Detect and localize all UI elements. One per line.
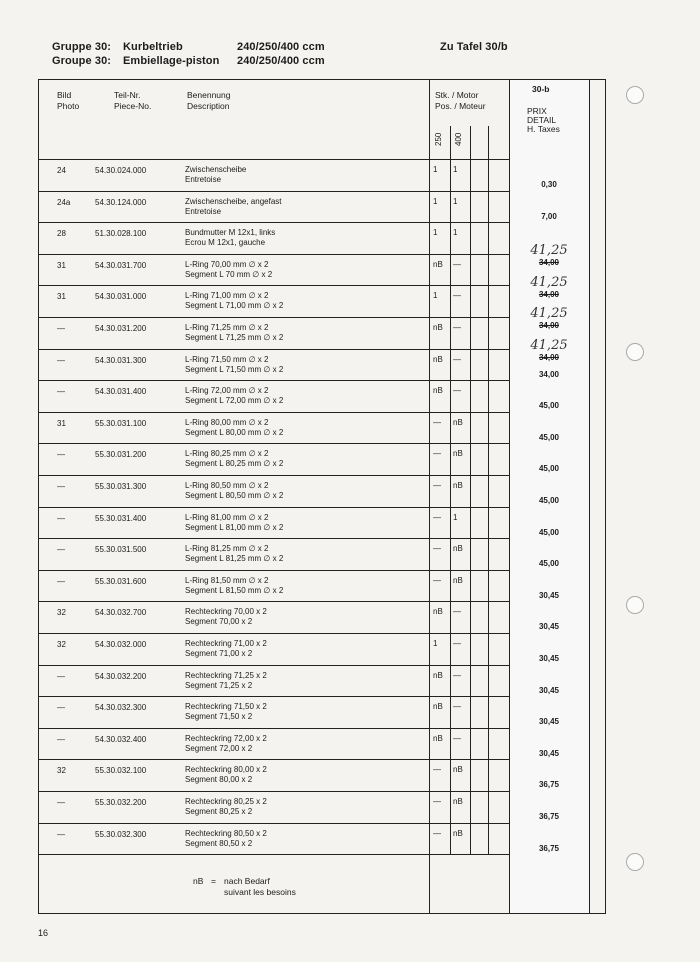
row-qty-250: nB xyxy=(433,386,443,396)
row-qty-250: — xyxy=(433,449,441,459)
row-bild: — xyxy=(57,576,65,586)
row-rule xyxy=(38,854,509,855)
row-part-number: 51.30.028.100 xyxy=(95,229,147,239)
row-qty-400: nB xyxy=(453,828,463,838)
row-bild: — xyxy=(57,450,65,460)
col-piece: Piece-No. xyxy=(114,101,152,111)
row-desc-fr: Segment 71,50 x 2 xyxy=(185,712,253,722)
row-qty-400: — xyxy=(453,354,461,364)
legend-abbr: nB xyxy=(193,876,204,886)
col-divider-right xyxy=(589,79,590,914)
row-qty-400: nB xyxy=(453,449,463,459)
row-price-struck: 34,00 xyxy=(538,353,560,362)
legend-eq: = xyxy=(211,876,216,886)
binder-hole-lower xyxy=(626,596,644,614)
row-desc-de: Zwischenscheibe xyxy=(185,165,247,174)
col-stk: Stk. / Motor xyxy=(435,90,479,100)
col-pos: Pos. / Moteur xyxy=(435,101,486,111)
row-part-number: 55.30.031.300 xyxy=(95,482,147,491)
row-desc-de: L-Ring 80,25 mm ∅ x 2 xyxy=(185,449,269,459)
row-price-struck: 34,00 xyxy=(538,321,560,331)
row-handwritten-price: 41,25 xyxy=(530,243,568,259)
row-desc-fr: Segment 71,25 x 2 xyxy=(185,680,253,690)
row-rule xyxy=(38,570,509,571)
row-desc-de: Rechteckring 71,00 x 2 xyxy=(185,639,267,648)
row-desc-de: L-Ring 80,50 mm ∅ x 2 xyxy=(185,481,269,490)
col-250: 250 xyxy=(434,132,443,146)
row-desc-fr: Segment 71,00 x 2 xyxy=(185,649,253,658)
row-part-number: 55.30.031.200 xyxy=(95,450,147,460)
row-price: 36,75 xyxy=(538,843,560,853)
row-qty-250: nB xyxy=(433,670,443,680)
row-qty-400: 1 xyxy=(453,512,458,522)
row-rule xyxy=(38,665,509,666)
row-part-number: 54.30.031.400 xyxy=(95,387,147,397)
row-desc-fr: Entretoise xyxy=(185,206,222,216)
row-desc-fr: Segment L 81,25 mm ∅ x 2 xyxy=(185,554,284,564)
row-qty-400: — xyxy=(453,291,461,301)
row-part-number: 55.30.031.600 xyxy=(95,576,147,586)
row-price: 45,00 xyxy=(538,464,560,474)
row-desc-de: L-Ring 72,00 mm ∅ x 2 xyxy=(185,386,269,396)
row-qty-400: 1 xyxy=(453,228,458,238)
row-rule xyxy=(38,823,509,824)
row-bild: — xyxy=(57,829,65,839)
page-number: 16 xyxy=(38,928,49,938)
row-price: 45,00 xyxy=(538,527,560,537)
row-price: 30,45 xyxy=(538,748,560,758)
row-part-number: 54.30.032.000 xyxy=(95,640,147,649)
row-qty-400: nB xyxy=(453,481,463,490)
row-qty-250: nB xyxy=(433,323,443,332)
row-desc-de: Rechteckring 71,25 x 2 xyxy=(185,670,267,680)
row-desc-de: L-Ring 71,25 mm ∅ x 2 xyxy=(185,323,269,332)
row-desc-de: Rechteckring 80,25 x 2 xyxy=(185,797,267,806)
row-part-number: 55.30.032.100 xyxy=(95,766,147,776)
row-bild: 28 xyxy=(57,229,66,239)
row-price-struck: 34,00 xyxy=(538,289,560,299)
row-qty-400: — xyxy=(453,386,461,396)
row-qty-250: nB xyxy=(433,607,443,617)
row-qty-400: nB xyxy=(453,575,463,585)
binder-hole-middle xyxy=(626,343,644,361)
col-benennung: Benennung xyxy=(187,90,231,100)
row-rule xyxy=(38,759,509,760)
row-part-number: 54.30.124.000 xyxy=(95,197,147,207)
row-rule xyxy=(38,443,509,444)
row-qty-250: — xyxy=(433,544,441,554)
row-rule xyxy=(38,285,509,286)
row-price: 45,00 xyxy=(538,496,560,505)
row-rule xyxy=(38,728,509,729)
row-desc-de: L-Ring 71,50 mm ∅ x 2 xyxy=(185,354,269,364)
row-price: 30,45 xyxy=(538,685,560,695)
row-qty-400: nB xyxy=(453,765,463,775)
row-qty-250: — xyxy=(433,797,441,806)
row-qty-400: — xyxy=(453,733,461,743)
row-desc-de: Bundmutter M 12x1, links xyxy=(185,228,276,238)
row-bild: — xyxy=(57,513,65,523)
row-desc-fr: Segment L 71,50 mm ∅ x 2 xyxy=(185,364,284,374)
group-title-de: Kurbeltrieb xyxy=(123,41,183,53)
col-400: 400 xyxy=(454,132,463,146)
row-part-number: 55.30.031.400 xyxy=(95,513,147,523)
row-price: 7,00 xyxy=(541,211,557,221)
row-desc-de: L-Ring 70,00 mm ∅ x 2 xyxy=(185,259,269,269)
row-desc-de: Zwischenscheibe, angefast xyxy=(185,196,282,206)
row-qty-400: — xyxy=(453,702,461,712)
row-bild: — xyxy=(57,545,65,555)
row-desc-fr: Segment L 80,50 mm ∅ x 2 xyxy=(185,491,284,500)
row-part-number: 54.30.032.400 xyxy=(95,734,147,744)
row-desc-fr: Segment 80,00 x 2 xyxy=(185,775,253,785)
col-teil: Teil-Nr. xyxy=(114,90,141,100)
row-desc-fr: Segment L 80,25 mm ∅ x 2 xyxy=(185,459,284,469)
row-bild: 31 xyxy=(57,292,66,302)
row-qty-250: 1 xyxy=(433,196,438,206)
row-desc-de: Rechteckring 80,00 x 2 xyxy=(185,765,267,775)
row-desc-fr: Segment 80,50 x 2 xyxy=(185,838,253,848)
row-qty-250: nB xyxy=(433,354,443,364)
row-bild: 31 xyxy=(57,418,66,428)
row-qty-250: 1 xyxy=(433,165,438,174)
row-desc-de: L-Ring 80,00 mm ∅ x 2 xyxy=(185,417,269,427)
row-rule xyxy=(38,412,509,413)
col-photo: Photo xyxy=(57,101,80,111)
col-taxes: H. Taxes xyxy=(527,124,560,134)
row-bild: 32 xyxy=(57,766,66,776)
row-desc-fr: Segment L 72,00 mm ∅ x 2 xyxy=(185,396,284,406)
ccm-fr: 240/250/400 ccm xyxy=(237,55,325,67)
row-rule xyxy=(38,538,509,539)
row-qty-400: nB xyxy=(453,797,463,806)
binder-hole-bottom xyxy=(626,853,644,871)
row-qty-250: 1 xyxy=(433,291,438,301)
row-part-number: 55.30.032.300 xyxy=(95,829,147,839)
row-qty-400: — xyxy=(453,323,461,332)
row-price-struck: 34,00 xyxy=(538,258,560,268)
legend-de: nach Bedarf xyxy=(224,876,270,886)
row-desc-fr: Segment 70,00 x 2 xyxy=(185,617,253,627)
row-qty-250: nB xyxy=(433,259,443,269)
col-divider-250 xyxy=(450,126,451,855)
row-desc-de: L-Ring 81,50 mm ∅ x 2 xyxy=(185,575,269,585)
row-rule xyxy=(38,222,509,223)
row-bild: — xyxy=(57,482,65,491)
row-desc-de: L-Ring 81,00 mm ∅ x 2 xyxy=(185,512,269,522)
row-qty-400: nB xyxy=(453,417,463,427)
row-qty-250: 1 xyxy=(433,639,438,648)
col-prix: PRIX xyxy=(527,106,547,116)
row-rule xyxy=(38,601,509,602)
row-bild: — xyxy=(57,324,65,333)
row-qty-250: 1 xyxy=(433,228,438,238)
row-rule xyxy=(38,791,509,792)
col-detail: DETAIL xyxy=(527,115,557,125)
header-bottom-rule xyxy=(38,159,509,160)
row-qty-250: nB xyxy=(433,702,443,712)
col-divider-price xyxy=(509,79,510,914)
row-part-number: 54.30.031.700 xyxy=(95,260,147,270)
row-desc-fr: Segment 80,25 x 2 xyxy=(185,807,253,816)
row-qty-250: — xyxy=(433,512,441,522)
row-rule xyxy=(38,475,509,476)
row-price: 30,45 xyxy=(538,717,560,727)
row-bild: — xyxy=(57,671,65,681)
row-rule xyxy=(38,507,509,508)
row-qty-250: — xyxy=(433,765,441,775)
row-qty-250: — xyxy=(433,481,441,490)
row-handwritten-price: 41,25 xyxy=(530,274,568,290)
row-qty-250: nB xyxy=(433,733,443,743)
row-price: 45,00 xyxy=(538,401,560,411)
row-qty-400: — xyxy=(453,639,461,648)
row-part-number: 55.30.031.100 xyxy=(95,418,147,428)
col-description: Description xyxy=(187,101,230,111)
row-bild: 24a xyxy=(57,197,71,207)
row-qty-400: 1 xyxy=(453,196,458,206)
row-desc-de: L-Ring 81,25 mm ∅ x 2 xyxy=(185,544,269,554)
row-part-number: 54.30.032.200 xyxy=(95,671,147,681)
plate-ref: Zu Tafel 30/b xyxy=(440,41,508,53)
binder-hole-top xyxy=(626,86,644,104)
row-price: 30,45 xyxy=(538,590,560,600)
row-qty-400: 1 xyxy=(453,165,458,174)
group-label-de: Gruppe 30: xyxy=(52,41,112,53)
row-desc-fr: Segment 72,00 x 2 xyxy=(185,743,253,753)
row-rule xyxy=(38,696,509,697)
row-bild: — xyxy=(57,355,65,365)
row-desc-de: L-Ring 71,00 mm ∅ x 2 xyxy=(185,291,269,301)
row-bild: 31 xyxy=(57,260,66,270)
row-bild: 32 xyxy=(57,640,66,649)
col-tafel: 30-b xyxy=(532,84,550,94)
row-bild: — xyxy=(57,734,65,744)
row-desc-fr: Segment L 80,00 mm ∅ x 2 xyxy=(185,427,284,437)
row-part-number: 54.30.031.300 xyxy=(95,355,147,365)
row-qty-400: — xyxy=(453,670,461,680)
row-part-number: 55.30.032.200 xyxy=(95,798,147,807)
col-divider-qty xyxy=(429,79,430,914)
row-qty-400: nB xyxy=(453,544,463,554)
row-price: 36,75 xyxy=(538,812,560,821)
row-bild: — xyxy=(57,703,65,713)
row-bild: — xyxy=(57,387,65,397)
row-desc-de: Rechteckring 72,00 x 2 xyxy=(185,733,267,743)
row-qty-250: — xyxy=(433,417,441,427)
row-price: 36,75 xyxy=(538,780,560,790)
row-bild: 32 xyxy=(57,608,66,618)
row-price: 30,45 xyxy=(538,622,560,632)
row-rule xyxy=(38,254,509,255)
ccm-de: 240/250/400 ccm xyxy=(237,41,325,53)
row-handwritten-price: 41,25 xyxy=(530,306,568,322)
group-label-fr: Groupe 30: xyxy=(52,55,112,67)
row-rule xyxy=(38,191,509,192)
row-price: 45,00 xyxy=(538,432,560,442)
row-desc-fr: Segment L 81,50 mm ∅ x 2 xyxy=(185,585,284,595)
row-desc-fr: Segment L 71,25 mm ∅ x 2 xyxy=(185,333,284,342)
row-rule xyxy=(38,380,509,381)
row-desc-de: Rechteckring 80,50 x 2 xyxy=(185,828,267,838)
row-part-number: 54.30.031.000 xyxy=(95,292,147,302)
row-price: 30,45 xyxy=(538,654,560,663)
group-title-fr: Embiellage-piston xyxy=(123,55,220,67)
row-qty-250: — xyxy=(433,575,441,585)
row-desc-fr: Segment L 81,00 mm ∅ x 2 xyxy=(185,522,284,532)
col-divider-extra xyxy=(488,126,489,855)
row-price: 34,00 xyxy=(538,369,560,379)
row-desc-fr: Segment L 70 mm ∅ x 2 xyxy=(185,269,273,279)
legend-fr: suivant les besoins xyxy=(224,887,296,897)
row-rule xyxy=(38,317,509,318)
row-part-number: 54.30.031.200 xyxy=(95,324,147,333)
row-price: 45,00 xyxy=(538,559,560,569)
row-rule xyxy=(38,349,509,350)
row-rule xyxy=(38,633,509,634)
row-qty-250: — xyxy=(433,828,441,838)
row-bild: 24 xyxy=(57,166,66,175)
row-desc-fr: Segment L 71,00 mm ∅ x 2 xyxy=(185,301,284,311)
row-qty-400: — xyxy=(453,259,461,269)
row-price: 0,30 xyxy=(541,180,557,189)
row-qty-400: — xyxy=(453,607,461,617)
row-desc-fr: Entretoise xyxy=(185,175,222,184)
col-divider-400 xyxy=(470,126,471,855)
row-part-number: 55.30.031.500 xyxy=(95,545,147,555)
row-desc-fr: Ecrou M 12x1, gauche xyxy=(185,238,266,248)
row-part-number: 54.30.024.000 xyxy=(95,166,147,175)
col-bild: Bild xyxy=(57,90,72,100)
row-desc-de: Rechteckring 71,50 x 2 xyxy=(185,702,267,712)
row-part-number: 54.30.032.700 xyxy=(95,608,147,618)
row-desc-de: Rechteckring 70,00 x 2 xyxy=(185,607,267,617)
row-part-number: 54.30.032.300 xyxy=(95,703,147,713)
row-handwritten-price: 41,25 xyxy=(530,338,568,353)
row-bild: — xyxy=(57,798,65,807)
